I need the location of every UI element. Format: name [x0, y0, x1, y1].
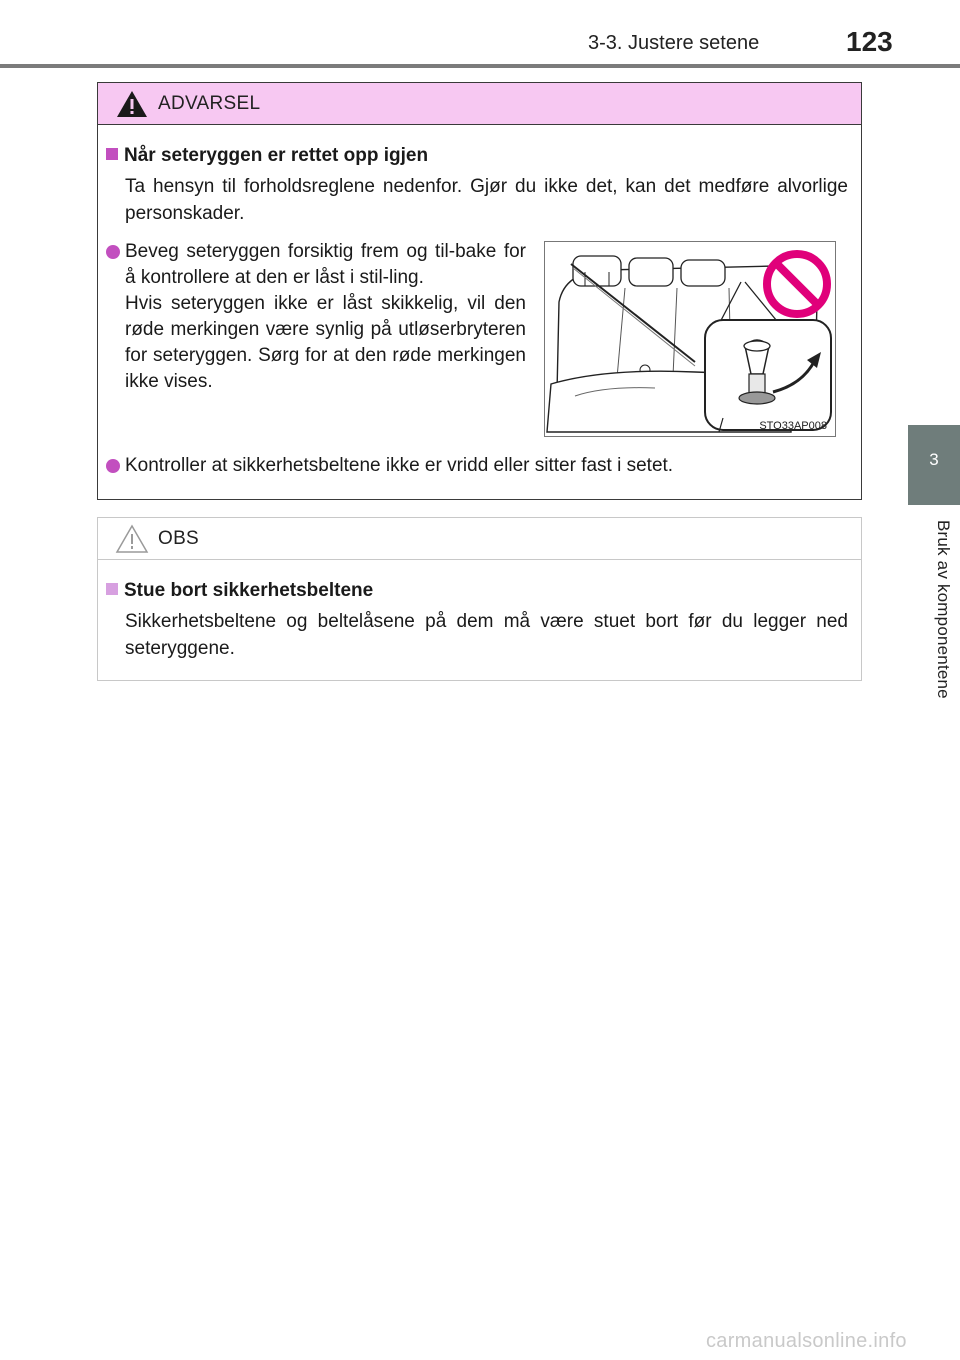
bullet-dot-icon — [106, 245, 120, 259]
square-bullet-icon — [106, 148, 118, 160]
chapter-number: 3 — [929, 450, 939, 469]
page-header — [0, 0, 960, 70]
page-number: 123 — [846, 26, 893, 57]
obs-heading: OBS — [158, 528, 200, 549]
chapter-tab[interactable] — [908, 425, 960, 505]
warning-heading: ADVARSEL — [158, 93, 261, 114]
warning-box — [97, 82, 862, 500]
warning-bullet-1: Beveg seteryggen forsiktig frem og til-bake for å kontrollere at den er låst i stil-ling. Hvis seteryggen ikke er låst skikkelig, vil den røde merkingen være synlig på utløserbryteren for seteryggen. Sørg for at den røde merkingen ikke vises. — [106, 239, 526, 395]
chapter-label: Bruk av komponentene — [934, 520, 953, 699]
warning-intro: Ta hensyn til forholdsreglene nedenfor. Gjør du ikke det, kan det medføre alvorlige personskader. — [125, 176, 848, 224]
warning-bullet-2: Kontroller at sikkerhetsbeltene ikke er vridd eller sitter fast i setet. — [106, 453, 836, 479]
square-bullet-icon — [106, 583, 118, 595]
header-rule — [0, 64, 960, 68]
obs-text: Sikkerhetsbeltene og beltelåsene på dem må være stuet bort før du legger ned seteryggene. — [125, 611, 848, 659]
caution-triangle-icon — [115, 524, 149, 554]
obs-box — [97, 517, 862, 681]
bullet-dot-icon — [106, 459, 120, 473]
rear-seat-image — [545, 242, 835, 436]
warning-triangle-icon — [115, 89, 149, 119]
obs-subheading: Stue bort sikkerhetsbeltene — [106, 580, 373, 602]
seat-illustration — [544, 241, 836, 437]
obs-header — [98, 518, 861, 560]
warning-header — [98, 83, 861, 125]
section-title: 3-3. Justere setene — [588, 32, 760, 54]
watermark: carmanualsonline.info — [706, 1330, 907, 1352]
warning-subheading: Når seteryggen er rettet opp igjen — [106, 145, 428, 167]
illustration-code: STO33AP008 — [759, 420, 827, 432]
